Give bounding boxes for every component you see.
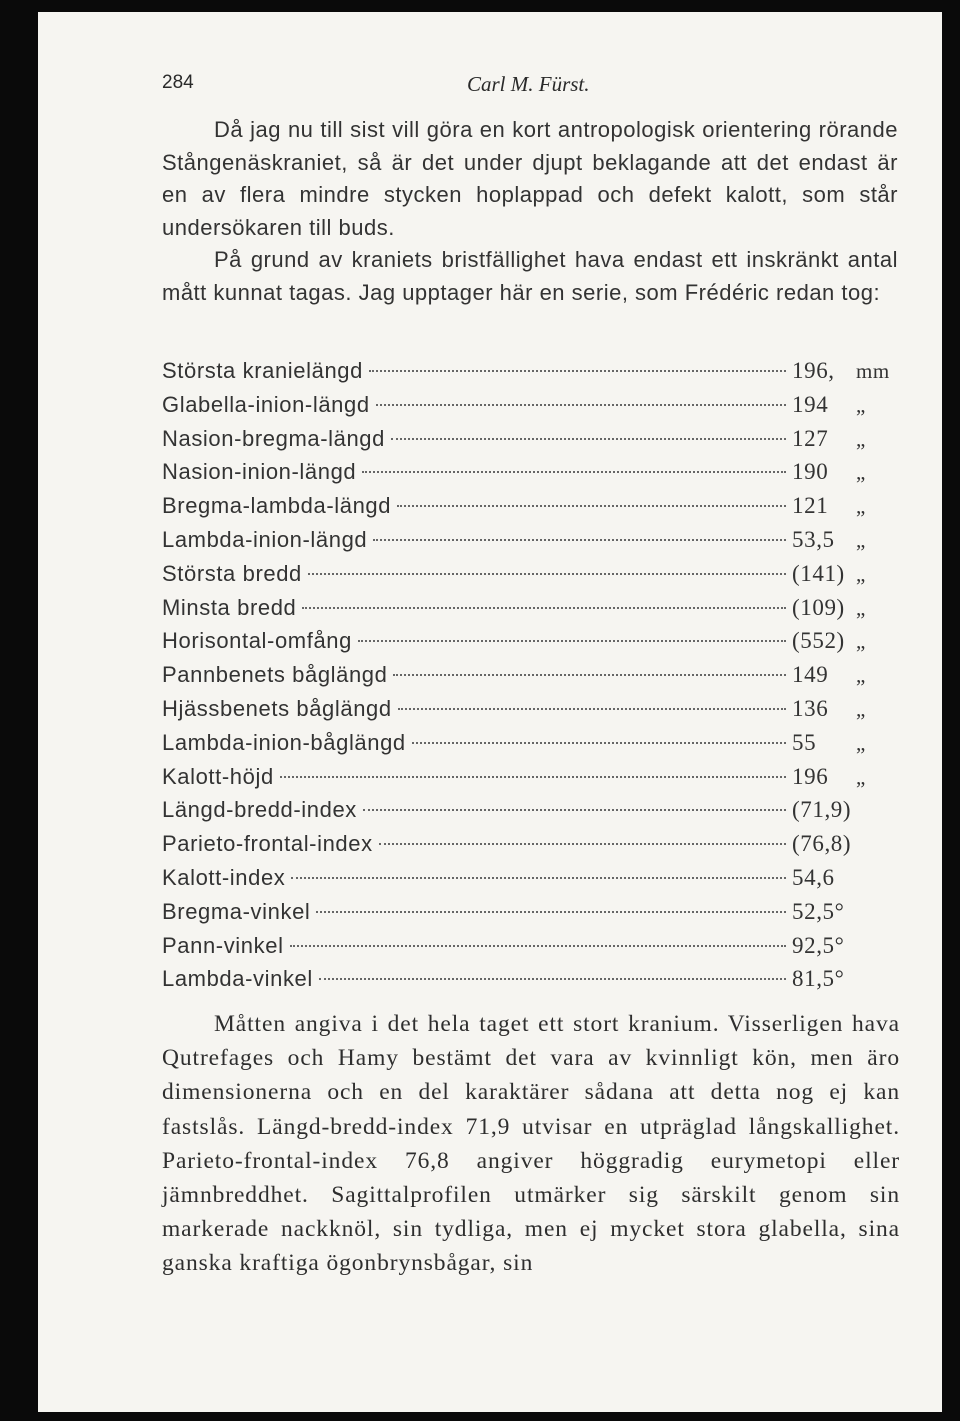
measurement-label: Lambda-inion-längd — [162, 526, 368, 552]
measurement-label: Pannbenets båglängd — [162, 662, 388, 688]
measurement-unit: mm — [856, 359, 890, 383]
measurement-row — [162, 696, 902, 730]
dot-leader — [358, 640, 786, 642]
measurement-value: 149 — [792, 662, 829, 688]
measurement-value: 136 — [792, 695, 829, 721]
measurement-value: (109) — [792, 594, 845, 620]
dot-leader — [290, 945, 786, 947]
dot-leader — [280, 776, 786, 778]
dot-leader — [302, 607, 786, 609]
measurement-label: Lambda-vinkel — [162, 966, 313, 992]
measurement-table — [162, 358, 902, 1000]
intro-text — [162, 114, 898, 309]
measurement-row — [162, 899, 902, 933]
measurement-value: 92,5° — [792, 932, 845, 958]
measurement-row — [162, 662, 902, 696]
measurement-unit: „ — [856, 663, 866, 688]
dot-leader — [369, 370, 786, 372]
page-header — [162, 72, 902, 102]
dot-leader — [316, 911, 786, 913]
measurement-value: (552) — [792, 628, 845, 654]
measurement-label: Längd-bredd-index — [162, 797, 357, 823]
measurement-value: 52,5° — [792, 898, 845, 924]
measurement-row — [162, 966, 902, 1000]
dot-leader — [291, 877, 786, 879]
measurement-row — [162, 730, 902, 764]
measurement-label: Lambda-inion-båglängd — [162, 729, 406, 755]
measurement-row — [162, 797, 902, 831]
measurement-value: 190 — [792, 459, 829, 485]
measurement-value: 55 — [792, 729, 817, 755]
measurement-label: Nasion-bregma-längd — [162, 425, 385, 451]
measurement-value: 81,5° — [792, 966, 845, 992]
measurement-label: Minsta bredd — [162, 594, 297, 620]
measurement-row — [162, 561, 902, 595]
measurement-value: 194 — [792, 391, 829, 417]
measurement-value: (71,9) — [792, 797, 852, 823]
measurement-unit: „ — [856, 527, 866, 552]
measurement-unit: „ — [856, 392, 866, 417]
dot-leader — [391, 438, 786, 440]
measurement-row — [162, 764, 902, 798]
measurement-value: 196 — [792, 763, 829, 789]
intro-paragraph-2: På grund av kraniets bristfällighet hava endast ett inskränkt antal mått kunnat tagas. Jag upptager här en serie, som Frédéric redan tog: — [162, 247, 898, 305]
measurement-unit: „ — [856, 696, 866, 721]
measurement-unit: „ — [856, 426, 866, 451]
measurement-row — [162, 426, 902, 460]
dot-leader — [363, 809, 786, 811]
measurement-value: 127 — [792, 425, 829, 451]
measurement-row — [162, 493, 902, 527]
measurement-unit: „ — [856, 764, 866, 789]
measurement-label: Nasion-inion-längd — [162, 459, 357, 485]
measurement-unit: „ — [856, 561, 866, 586]
dot-leader — [362, 471, 786, 473]
dot-leader — [412, 742, 786, 744]
measurement-row — [162, 459, 902, 493]
measurement-value: 121 — [792, 493, 829, 519]
running-title: Carl M. Fürst. — [467, 72, 590, 96]
measurement-row — [162, 527, 902, 561]
measurement-unit: „ — [856, 494, 866, 519]
dot-leader — [308, 573, 786, 575]
measurement-unit: „ — [856, 730, 866, 755]
measurement-row — [162, 595, 902, 629]
measurement-unit: „ — [856, 460, 866, 485]
measurement-row — [162, 933, 902, 967]
measurement-value: 196, — [792, 358, 835, 383]
measurement-label: Hjässbenets båglängd — [162, 695, 392, 721]
dot-leader — [373, 539, 786, 541]
measurement-value: 53,5 — [792, 526, 835, 552]
measurement-label: Pann-vinkel — [162, 932, 284, 958]
measurement-label: Största bredd — [162, 560, 302, 586]
measurement-label: Bregma-lambda-längd — [162, 493, 392, 519]
measurement-value: (141) — [792, 560, 845, 586]
measurement-unit: „ — [856, 629, 866, 654]
dot-leader — [397, 505, 786, 507]
measurement-label: Bregma-vinkel — [162, 898, 311, 924]
measurement-row — [162, 865, 902, 899]
intro-paragraph-1: Då jag nu till sist vill göra en kort antropologisk orientering rörande Stångenäskraniet, så är det under djupt beklagande att det endast är en av flera mindre stycken hoplappad och defekt kalott, som står undersökaren till buds. — [162, 117, 898, 240]
measurement-label: Kalott-höjd — [162, 763, 274, 789]
measurement-label: Största kranielängd — [162, 358, 363, 383]
measurement-label: Horisontal-omfång — [162, 628, 352, 654]
measurement-label: Kalott-index — [162, 864, 286, 890]
measurement-label: Glabella-inion-längd — [162, 391, 370, 417]
measurement-row — [162, 831, 902, 865]
measurement-unit: „ — [856, 595, 866, 620]
measurement-value: 54,6 — [792, 864, 835, 890]
dot-leader — [393, 674, 786, 676]
closing-paragraph: Måtten angiva i det hela taget ett stort kranium. Visserligen hava Qutrefages och Hamy bestämt det vara av kvinnligt kön, men äro dimensionerna och en del karaktärer sådana att detta nog ej kan fastslås. Längd-bredd-index 71,9 utvisar en utpräglad långskallighet. Parieto-frontal-index 76,8 angiver höggradig eurymetopi eller jämnbreddhet. Sagittalprofilen utmärker sig särskilt genom sin markerade nackknöl, sin tydliga, men ej mycket stora glabella, sina ganska kraftiga ögonbrynsbågar, sin — [162, 1011, 900, 1277]
page-number: 284 — [162, 72, 194, 93]
measurement-row — [162, 628, 902, 662]
dot-leader — [319, 978, 786, 980]
dot-leader — [376, 404, 786, 406]
measurement-row — [162, 358, 902, 392]
closing-text — [162, 1007, 900, 1281]
dot-leader — [379, 843, 786, 845]
dot-leader — [398, 708, 786, 710]
measurement-label: Parieto-frontal-index — [162, 831, 373, 857]
measurement-row — [162, 392, 902, 426]
measurement-value: (76,8) — [792, 831, 852, 857]
